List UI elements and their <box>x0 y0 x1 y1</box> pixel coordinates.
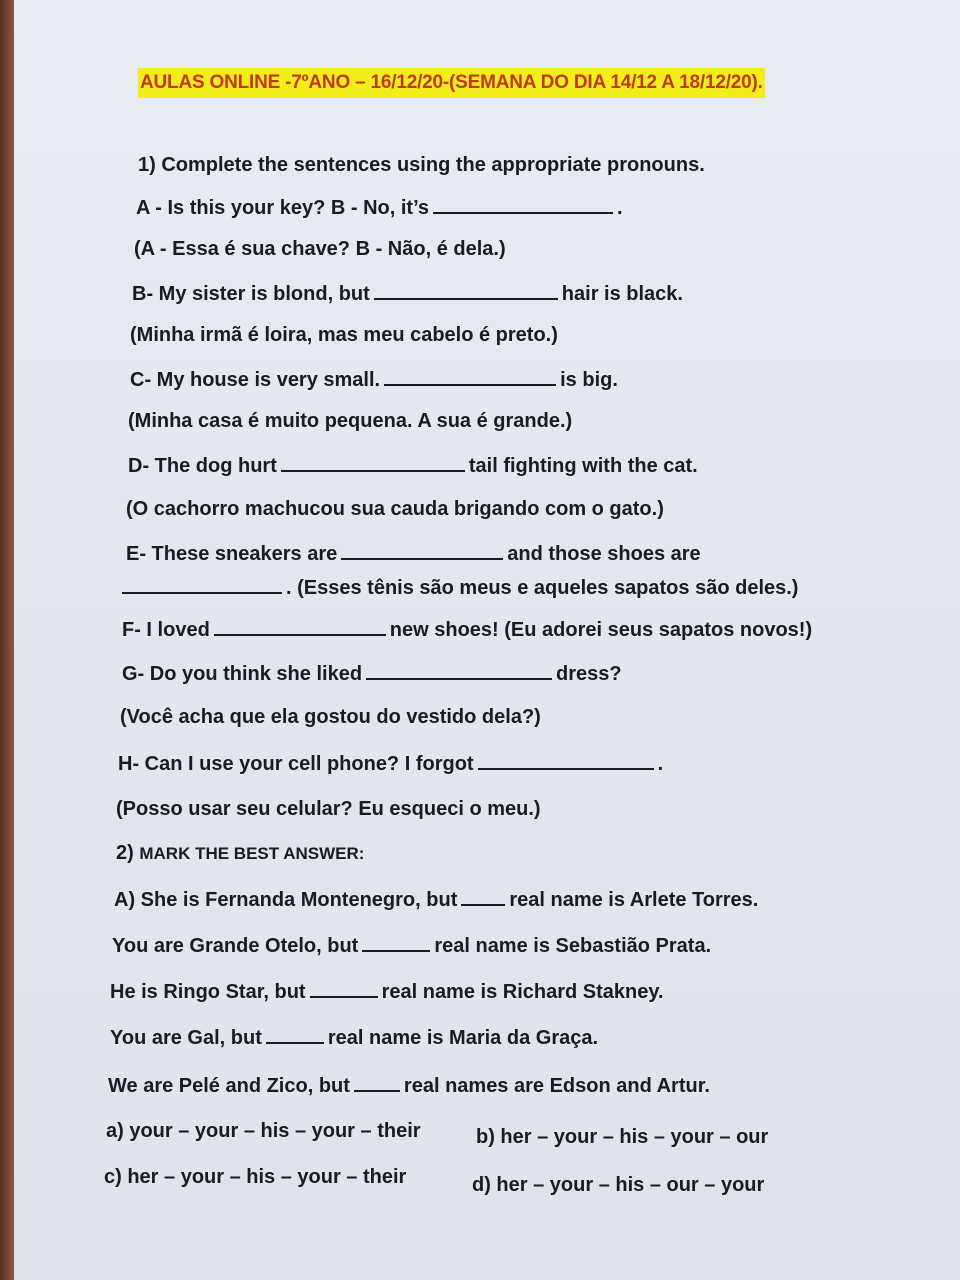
ex2-sentence-5-end: real names are Edson and Artur. <box>403 1075 710 1097</box>
sentence-g-end: dress? <box>556 663 622 685</box>
option-b[interactable]: b) her – your – his – your – our <box>476 1126 769 1148</box>
blank-g[interactable] <box>366 660 552 680</box>
ex2-sentence-2-end: real name is Sebastião Prata. <box>434 935 712 957</box>
sentence-g-text: G- Do you think she liked <box>122 663 363 685</box>
desk-edge <box>0 0 14 1280</box>
sentence-h-end: . <box>657 753 664 775</box>
sentence-f <box>122 616 812 643</box>
sentence-d <box>128 452 698 479</box>
sentence-h <box>118 750 663 777</box>
sentence-a <box>136 194 623 221</box>
sentence-c <box>130 366 618 393</box>
ex2-blank-4[interactable] <box>266 1024 324 1044</box>
sentence-b-end: hair is black. <box>561 283 683 305</box>
translation-c: (Minha casa é muito pequena. A sua é grande.) <box>128 410 573 432</box>
option-a[interactable]: a) your – your – his – your – their <box>106 1120 421 1142</box>
blank-a[interactable] <box>433 194 613 214</box>
exercise-2-number: 2) <box>116 842 134 864</box>
sentence-b-text: B- My sister is blond, but <box>132 283 370 305</box>
ex2-sentence-2-text: You are Grande Otelo, but <box>112 935 359 957</box>
blank-h[interactable] <box>478 750 654 770</box>
sentence-d-text: D- The dog hurt <box>128 455 277 477</box>
sentence-e-end: and those shoes are <box>507 543 701 565</box>
sentence-f-text: F- I loved <box>122 619 210 641</box>
ex2-sentence-3-text: He is Ringo Star, but <box>110 981 306 1003</box>
blank-d[interactable] <box>281 452 465 472</box>
option-d[interactable]: d) her – your – his – our – your <box>472 1174 765 1196</box>
sentence-e-continued <box>122 574 798 601</box>
translation-a: (A - Essa é sua chave? B - Não, é dela.) <box>134 238 506 260</box>
sentence-e <box>126 540 701 567</box>
sentence-e-translation: . (Esses tênis são meus e aqueles sapatos são deles.) <box>286 577 799 599</box>
blank-f[interactable] <box>214 616 386 636</box>
ex2-sentence-4-end: real name is Maria da Graça. <box>327 1027 599 1049</box>
exercise-2-instruction: MARK THE BEST ANSWER: <box>139 844 365 863</box>
sentence-a-text: A - Is this your key? B - No, it’s <box>136 197 430 219</box>
blank-e2[interactable] <box>122 574 282 594</box>
ex2-sentence-1-end: real name is Arlete Torres. <box>509 889 759 911</box>
ex2-sentence-1-text: A) She is Fernanda Montenegro, but <box>114 889 458 911</box>
sentence-e-text: E- These sneakers are <box>126 543 338 565</box>
sentence-c-end: is big. <box>560 369 618 391</box>
translation-b: (Minha irmã é loira, mas meu cabelo é preto.) <box>130 324 558 346</box>
ex2-blank-2[interactable] <box>362 932 430 952</box>
ex2-sentence-4-text: You are Gal, but <box>110 1027 262 1049</box>
translation-h: (Posso usar seu celular? Eu esqueci o meu.) <box>116 798 541 820</box>
ex2-blank-3[interactable] <box>310 978 378 998</box>
worksheet-header: AULAS ONLINE -7ºANO – 16/12/20-(SEMANA DO DIA 14/12 A 18/12/20). <box>138 68 765 98</box>
sentence-g <box>122 660 622 687</box>
sentence-b <box>132 280 683 307</box>
worksheet-paper <box>14 0 960 1280</box>
ex2-blank-5[interactable] <box>354 1072 400 1092</box>
sentence-c-text: C- My house is very small. <box>130 369 381 391</box>
translation-d: (O cachorro machucou sua cauda brigando com o gato.) <box>126 498 664 520</box>
blank-c[interactable] <box>384 366 556 386</box>
blank-e1[interactable] <box>341 540 503 560</box>
ex2-sentence-4 <box>110 1024 598 1051</box>
option-c[interactable]: c) her – your – his – your – their <box>104 1166 407 1188</box>
ex2-sentence-1 <box>114 886 758 913</box>
ex2-sentence-5 <box>108 1072 710 1099</box>
blank-b[interactable] <box>374 280 558 300</box>
ex2-sentence-3-end: real name is Richard Stakney. <box>381 981 664 1003</box>
ex2-sentence-3 <box>110 978 664 1005</box>
translation-g: (Você acha que ela gostou do vestido dela?) <box>120 706 541 728</box>
exercise-2-title <box>116 840 364 867</box>
exercise-1-title: 1) Complete the sentences using the appropriate pronouns. <box>138 154 705 176</box>
ex2-blank-1[interactable] <box>461 886 505 906</box>
ex2-sentence-2 <box>112 932 711 959</box>
sentence-d-end: tail fighting with the cat. <box>468 455 698 477</box>
sentence-f-end: new shoes! (Eu adorei seus sapatos novos!) <box>389 619 813 641</box>
ex2-sentence-5-text: We are Pelé and Zico, but <box>108 1075 350 1097</box>
sentence-h-text: H- Can I use your cell phone? I forgot <box>118 753 474 775</box>
sentence-a-end: . <box>617 197 623 219</box>
